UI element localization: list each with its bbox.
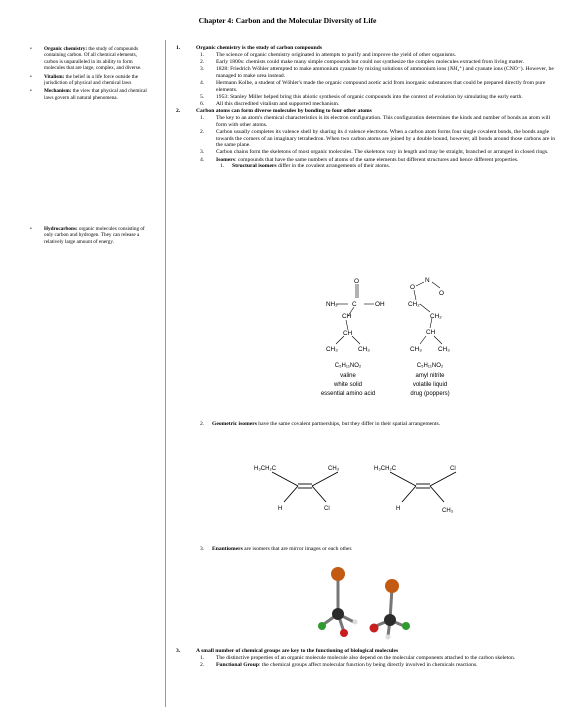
trans-substituent: CH₃ <box>442 508 454 514</box>
valine-name: valine <box>340 373 356 379</box>
definition: the view that physical and chemical laws govern all natural phenomena. <box>44 88 147 101</box>
valine-atom: CH <box>342 313 352 320</box>
outline-main <box>176 45 560 171</box>
valine-atom: C <box>352 301 357 308</box>
cis-substituent: H₃CH₂C <box>254 466 277 472</box>
list-item: 2. Carbon usually completes its valence shell by sharing its 4 valence electrons. When a carbon atom forms four single covalent bonds, the bonds angle towards the corners of an imaginary tetrahedron. When two carbon atoms are joined by a double bound, however, all bonds around those carbons are in the same plane. <box>200 129 556 149</box>
geometric-isomers-block <box>176 420 560 427</box>
valine-atom: OH <box>375 301 385 308</box>
list-item: 3. Carbon chains form the skeletons of most organic molecules. The skeletons vary in length and may be straight, branched or arranged in closed rings. <box>200 149 549 156</box>
atom-orange <box>331 567 345 581</box>
list-item: 1. The key to an atom's chemical characteristics is its electron configuration. This configuration determines the kinds and number of bonds an atom will form with other atoms. <box>200 115 551 129</box>
atom-red <box>370 624 379 633</box>
margin-divider <box>165 40 166 707</box>
term: Hydrocarbons: <box>44 226 78 232</box>
amyl-atom: N <box>425 277 430 284</box>
amyl-atom: O <box>439 290 444 297</box>
section-heading: A small number of chemical groups are key to the functioning of biological molecules <box>196 648 399 654</box>
ammonium-ion: NH₄⁺ <box>449 66 463 73</box>
definition: the belief in a life force outside the jurisdiction of physical and chemical laws <box>44 73 139 87</box>
list-item: 2. Functional Group: the chemical groups affect molecular function by being directly involved in chemicals reactions. <box>200 662 478 669</box>
section-heading: Carbon atoms can form diverse molecules by bonding to four other atoms <box>196 108 372 115</box>
valine-formula: C₅H₁₁NO₂ <box>334 363 362 369</box>
atom-orange <box>385 579 399 593</box>
cis-substituent: CH₃ <box>328 466 340 472</box>
amyl-atom: CH <box>426 329 436 336</box>
list-item: 4. Isomers: compounds that have the same numbers of atoms of the same elements but different structures and hence different properties. 1. Structural isomers differ in the covalent arrangements of their atoms. <box>196 157 560 170</box>
sidebar-item <box>30 88 148 101</box>
term: Vitalism: <box>44 73 65 80</box>
sidebar-item <box>30 74 148 87</box>
valine-desc: white solid <box>333 382 363 388</box>
valine-atom: CH₃ <box>326 346 338 353</box>
atom-white <box>386 635 391 640</box>
amyl-desc: drug (poppers) <box>410 391 450 397</box>
sidebar-def-organic <box>30 46 148 103</box>
section-2: 2. Carbon atoms can form diverse molecules by bonding to four other atoms 1. The key to an atom's chemical characteristics is its electron configuration. This configuration determines the kinds and number of bonds an atom will form with other atoms. 2. Carbon usually completes its valence shell by sharing its 4 valence electrons. When a carbon atom forms four single covalent bonds, the bonds angle towards the corners of an imaginary tetrahedron. When two carbon atoms are joined by a double bound, however, all bonds around those carbons are in the same plane. 3. Carbon chains form the skeletons of most organic molecules. The skeletons vary in length and may be straight, branched or arranged in closed rings. 4. Isomers: compounds that have the same numbers of atoms of the same elements but different structures and hence different properties. 1. Structural isomers differ in the covalent arrangements of their atoms. <box>176 108 560 169</box>
atom-carbon <box>384 614 396 626</box>
definition: organic molecules consisting of only carbon and hydrogen. They can release a relatively large amount of energy. <box>44 226 145 245</box>
structural-isomers-figure <box>300 274 490 410</box>
bullet-icon: • <box>30 88 32 95</box>
atom-green <box>402 622 410 630</box>
list-item: 4. Hermann Kolbe, a student of Wöhler's made the organic compound acetic acid from inorganic substances that could be prepared directly from pure elements. <box>200 79 546 93</box>
cis-substituent: Cl <box>324 506 330 512</box>
trans-substituent: H <box>396 506 401 512</box>
section-3: 3. A small number of chemical groups are key to the functioning of biological molecules 1. The distinctive properties of an organic molecule molecule also depend on the molecular components attached to the carbon skeleton. 2. Functional Group: the chemical groups affect molecular function by being directly involved in chemicals reactions. <box>176 648 560 670</box>
amyl-atom: CH₂ <box>408 301 420 308</box>
amyl-atom: CH₃ <box>438 346 450 353</box>
atom-red <box>340 629 348 637</box>
list-item: 1. The science of organic chemistry originated in attempts to purify and improve the yield of other organisms. <box>200 52 457 59</box>
sidebar-item <box>30 226 148 245</box>
enantiomers-block <box>176 545 560 552</box>
list-item: 2. Early 1800s: chemists could make many simple compounds but could not synthesize the complex molecules extracted from living matter. <box>200 59 525 66</box>
cis-substituent: H <box>278 506 283 512</box>
term: Mechanism: <box>44 88 72 95</box>
atom-carbon <box>332 608 344 620</box>
sidebar-def-hydrocarbons <box>30 226 148 247</box>
isomer-item: 3. Enantiomers are isomers that are mirror images or each other. <box>200 545 353 552</box>
trans-substituent: H₃CH₂C <box>374 466 397 472</box>
amyl-atom: CH₃ <box>410 346 422 353</box>
atom-white <box>353 620 358 625</box>
valine-atom: NH₂ <box>326 301 338 308</box>
trans-substituent: Cl <box>450 466 456 472</box>
definition: the study of compounds containing carbon. Of all chemical elements, carbon is unparalleled in its ability to form molecules that are large, complex, and diverse. <box>44 46 142 72</box>
isomer-item: 1. Structural isomers differ in the covalent arrangements of their atoms. <box>220 163 391 170</box>
enantiomers-figure <box>300 562 440 646</box>
list-item: 5. 1953: Stanley Miller helped bring this abiotic synthesis of organic compounds into the context of evolution by simulating the early earth. <box>200 93 523 100</box>
amyl-atom: CH₂ <box>430 313 442 320</box>
term: Organic chemistry: <box>44 46 88 52</box>
amyl-atom: O <box>410 284 415 291</box>
valine-desc: essential amino acid <box>320 391 376 397</box>
isomer-item: 2. Geometric isomers have the same covalent partnerships, but they differ in their spatial arrangements. <box>200 420 441 427</box>
geometric-isomers-figure <box>250 460 480 520</box>
chapter-title: Chapter 4: Carbon and the Molecular Diversity of Life <box>198 16 377 25</box>
valine-atom: CH₃ <box>358 346 370 353</box>
list-item: 6. All this discredited vitalism and supported mechanism. <box>200 100 340 107</box>
section-heading: Organic chemistry is the study of carbon compounds <box>196 45 323 51</box>
atom-green <box>318 622 326 630</box>
amyl-desc: volatile liquid <box>412 382 448 388</box>
amyl-formula: C₅H₁₁NO₂ <box>416 363 444 369</box>
bullet-icon: • <box>30 226 32 232</box>
valine-atom: O <box>354 278 359 285</box>
sidebar-item <box>30 46 148 72</box>
amyl-name: amyl nitrite <box>415 373 445 379</box>
bullet-icon: • <box>30 46 32 52</box>
list-item: 3. 1828: Friedrich Wöhler attempted to make ammonium cyanate by mixing solutions of ammonium ions (NH₄⁺) and cyanate ions (CNO⁻). However, he managed to make urea instead. <box>200 66 554 79</box>
section-1: 1. Organic chemistry is the study of carbon compounds 1. The science of organic chemistry originated in attempts to purify and improve the yield of other organisms. 2. Early 1800s: chemists could make many simple compounds but could not synthesize the complex molecules extracted from living matter. 3. 1828: Friedrich Wöhler attempted to make ammonium cyanate by mixing solutions of ammonium ions (NH₄⁺) and cyanate ions (CNO⁻). However, he managed to make urea instead. 4. Hermann Kolbe, a student of Wöhler's made the organic compound acetic acid from inorganic substances that could be prepared directly from pure elements. 5. 1953: Stanley Miller helped bring this abiotic synthesis of organic compounds into the context of evolution by simulating the early earth. 6. All this discredited vitalism and supported mechanism. <box>176 45 560 107</box>
valine-atom: CH <box>343 330 353 337</box>
list-item: 1. The distinctive properties of an organic molecule molecule also depend on the molecular components attached to the carbon skeleton. <box>200 655 516 662</box>
bullet-icon: • <box>30 73 32 80</box>
